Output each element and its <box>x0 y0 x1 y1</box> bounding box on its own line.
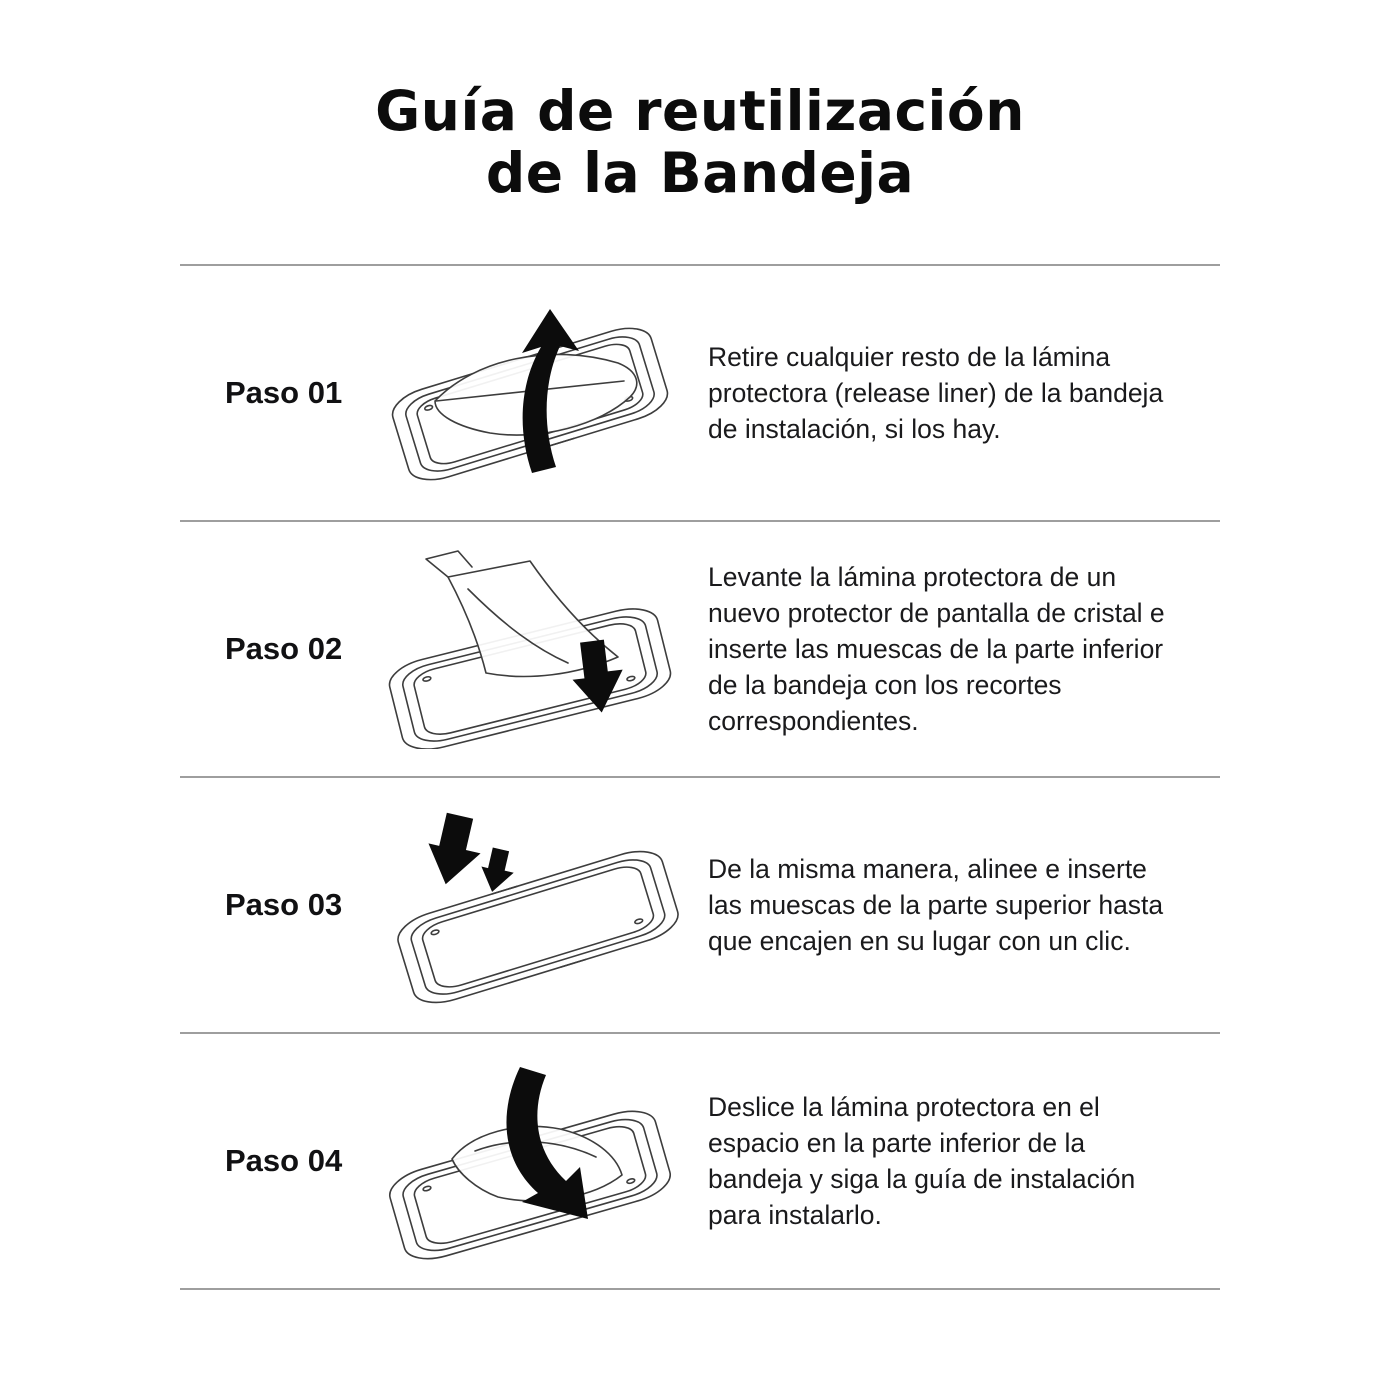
step-2-illustration <box>360 549 700 749</box>
guide-container <box>180 0 1220 1290</box>
step-3-label: Paso 03 <box>225 887 343 922</box>
step-2-label: Paso 02 <box>225 631 343 666</box>
step-3-illustration <box>360 805 700 1005</box>
tray-peel-film-up-arrow-icon <box>380 301 680 486</box>
step-1-label: Paso 01 <box>225 375 343 410</box>
page-title-line-2: de la Bandeja <box>485 141 915 205</box>
step-1-description: Retire cualquier resto de la lámina protectora (release liner) de la bandeja de instalación, si los hay. <box>708 342 1164 444</box>
step-3-row <box>180 778 1220 1032</box>
step-2-description: Levante la lámina protectora de un nuevo protector de pantalla de cristal e inserte las muescas de la parte inferior de la bandeja con los recortes correspondientes. <box>708 562 1165 736</box>
page-title <box>180 0 1220 204</box>
step-4-label: Paso 04 <box>225 1143 343 1178</box>
step-4-row <box>180 1034 1220 1288</box>
step-row-1 <box>180 266 1220 520</box>
step-4-illustration <box>360 1061 700 1261</box>
step-3-description: De la misma manera, alinee e inserte las muescas de la parte superior hasta que encajen en su lugar con un clic. <box>708 854 1164 956</box>
step-1-illustration <box>360 301 700 486</box>
step-row-2 <box>180 522 1220 776</box>
tray-slide-film-curved-arrow-icon <box>380 1061 680 1261</box>
step-4-description: Deslice la lámina protectora en el espacio en la parte inferior de la bandeja y siga la guía de instalación para instalarlo. <box>708 1092 1136 1230</box>
page-title-line-1: Guía de reutilización <box>375 79 1025 143</box>
film-insert-into-tray-down-arrow-icon <box>380 549 680 749</box>
section-divider <box>180 1288 1220 1290</box>
tray-align-press-down-arrows-icon <box>380 805 680 1005</box>
